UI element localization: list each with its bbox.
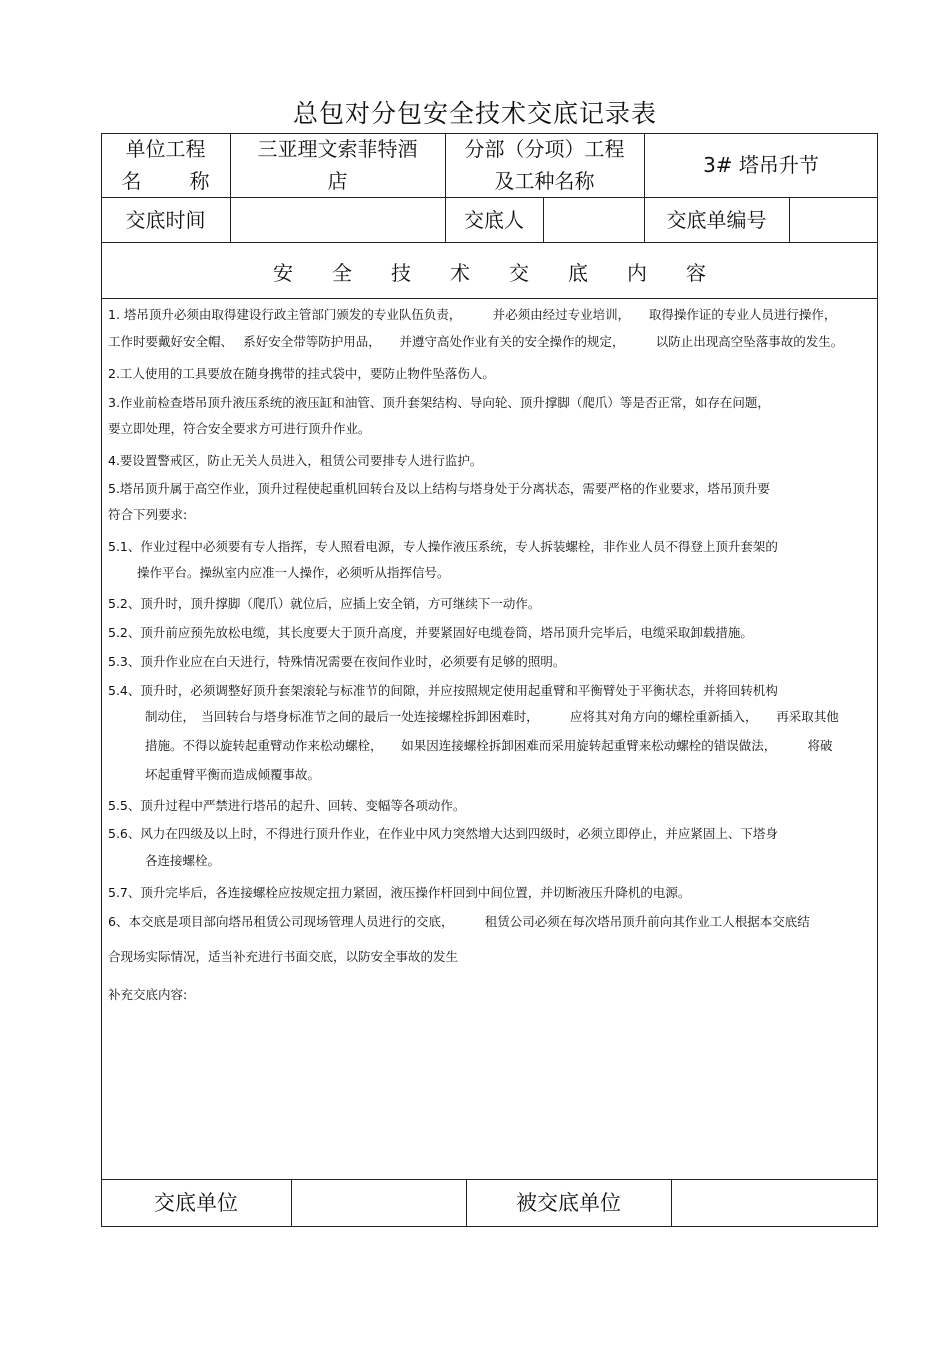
unit-project-label xyxy=(101,133,230,197)
content-line: 操作平台。操纵室内应准一人操作，必须听从指挥信号。 xyxy=(137,565,450,580)
content-line: 符合下列要求: xyxy=(108,507,188,522)
receiving-unit-label: 被交底单位 xyxy=(516,1191,621,1215)
content-line: 各连接螺栓。 xyxy=(145,853,221,868)
unit-project-label-line1: 单位工程 xyxy=(125,137,206,161)
content-line: 2.工人使用的工具要放在随身携带的挂式袋中，要防止物件坠落伤人。 xyxy=(108,366,495,381)
sub-project-label-line2: 及工种名称 xyxy=(494,169,595,193)
content-line: 坏起重臂平衡而造成倾覆事故。 xyxy=(145,767,321,782)
handover-person-label: 交底人 xyxy=(464,208,524,232)
form-number-label: 交底单编号 xyxy=(666,208,767,232)
unit-project-value xyxy=(230,133,445,197)
content-line: 5.2、顶升前应预先放松电缆，其长度要大于顶升高度，并要紧固好电缆卷筒，塔吊顶升完毕后，电缆采取卸载措施。 xyxy=(108,625,753,640)
form-number-value xyxy=(789,197,878,243)
content-line: 5.6、风力在四级及以上时，不得进行顶升作业，在作业中风力突然增大达到四级时，必须立即停止，并应紧固上、下塔身 xyxy=(108,826,778,841)
content-line: 5.3、顶升作业应在白天进行，特殊情况需要在夜间作业时，必须要有足够的照明。 xyxy=(108,654,566,669)
content-line: 5.1、作业过程中必须要有专人指挥，专人照看电源，专人操作液压系统，专人拆装螺栓，非作业人员不得登上顶升套架的 xyxy=(108,539,778,554)
content-line: 制动住， 当回转台与塔身标准节之间的最后一处连接螺栓拆卸困难时， 应将其对角方向的螺栓重新插入， 再采取其他 xyxy=(145,709,839,724)
sub-project-label xyxy=(445,133,644,197)
content-line: 措施。不得以旋转起重臂动作来松动螺栓， 如果因连接螺栓拆卸困难而采用旋转起重臂来松动螺栓的错误做法， 将破 xyxy=(145,738,833,753)
sub-project-value xyxy=(644,133,878,197)
content-line: 5.2、顶升时，顶升撑脚（爬爪）就位后，应插上安全销，方可继续下一动作。 xyxy=(108,596,541,611)
page-title: 总包对分包安全技术交底记录表 xyxy=(292,99,657,128)
receiving-unit-value xyxy=(671,1179,878,1227)
content-line: 合现场实际情况，适当补充进行书面交底，以防安全事故的发生 xyxy=(108,949,459,964)
handover-person-value xyxy=(543,197,644,243)
unit-project-value-line2: 店 xyxy=(327,169,348,193)
content-line: 4.要设置警戒区，防止无关人员进入，租赁公司要排专人进行监护。 xyxy=(108,453,483,468)
unit-project-label-line2: 名 称 xyxy=(121,169,224,193)
handover-time-label: 交底时间 xyxy=(125,208,206,232)
content-line: 5.7、顶升完毕后，各连接螺栓应按规定扭力紧固，液压操作杆回到中间位置，并切断液压升降机的电源。 xyxy=(108,885,691,900)
content-line: 3.作业前检查塔吊顶升液压系统的液压缸和油管、顶升套架结构、导向轮、顶升撑脚（爬爪）等是否正常，如存在问题， xyxy=(108,395,770,410)
handover-unit-label: 交底单位 xyxy=(154,1191,238,1215)
content-line: 6、本交底是项目部向塔吊租赁公司现场管理人员进行的交底， 租赁公司必须在每次塔吊顶升前向其作业工人根据本交底结 xyxy=(108,914,810,929)
supplement-label: 补充交底内容: xyxy=(108,987,188,1002)
content-line: 要立即处理，符合安全要求方可进行顶升作业。 xyxy=(108,421,371,436)
section-title: 安全技术交底内容 xyxy=(273,260,745,285)
sub-project-value-text: 3# 塔吊升节 xyxy=(703,153,819,177)
content-line: 5.5、顶升过程中严禁进行塔吊的起升、回转、变幅等各项动作。 xyxy=(108,798,466,813)
handover-unit-value xyxy=(291,1179,466,1227)
content-line: 1. 塔吊顶升必须由取得建设行政主管部门颁发的专业队伍负责， 并必须由经过专业培训， 取得操作证的专业人员进行操作， xyxy=(108,307,837,322)
sub-project-label-line1: 分部（分项）工程 xyxy=(464,137,625,161)
unit-project-value-line1: 三亚理文索菲特酒 xyxy=(257,137,418,161)
content-line: 工作时要戴好安全帽、 系好安全带等防护用品， 并遵守高处作业有关的安全操作的规定， 以防止出现高空坠落事故的发生。 xyxy=(108,334,844,349)
content-line: 5.4、顶升时，必须调整好顶升套架滚轮与标准节的间隙，并应按照规定使用起重臂和平衡臂处于平衡状态，并将回转机构 xyxy=(108,683,778,698)
handover-time-value xyxy=(230,197,445,243)
content-line: 5.塔吊顶升属于高空作业，顶升过程使起重机回转台及以上结构与塔身处于分离状态，需要严格的作业要求，塔吊顶升要 xyxy=(108,481,770,496)
